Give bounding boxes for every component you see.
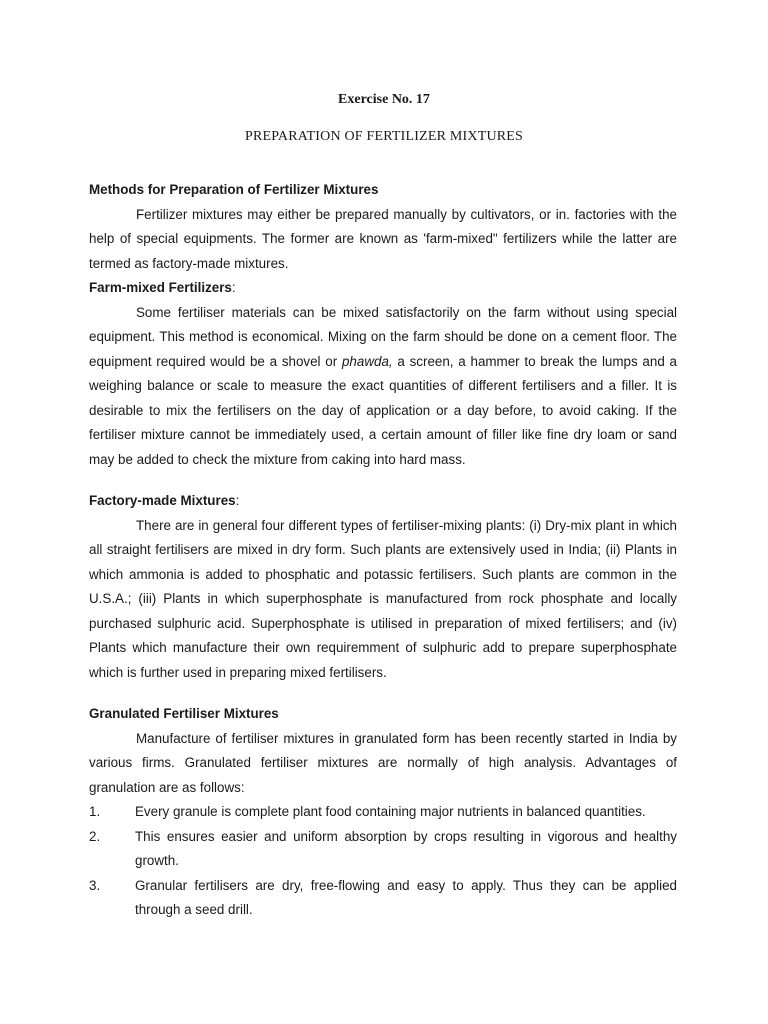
section-heading-farm-mixed-line (89, 276, 677, 301)
paragraph-farm-mixed (89, 301, 677, 473)
section-heading-factory-made-line (89, 489, 677, 514)
list-item-number: 2. (89, 828, 101, 844)
section-heading-methods: Methods for Preparation of Fertilizer Mixtures (89, 182, 379, 197)
list-item-text: Granular fertilisers are dry, free-flowing and easy to apply. Thus they can be applied through a seed drill. (135, 877, 677, 917)
section-factory-made (89, 489, 677, 685)
farm-text-before: Some fertiliser materials can be mixed satisfactorily on the farm without using special equipment. This method is economical. Mixing on the farm should be done on a cement floor. The equipment required would be a shovel or (89, 304, 677, 369)
heading-colon: : (235, 493, 240, 508)
section-heading-farm-mixed: Farm-mixed Fertilizers (89, 280, 232, 295)
section-heading-granulated: Granulated Fertiliser Mixtures (89, 706, 279, 721)
paragraph-factory-made: There are in general four different types of fertiliser-mixing plants: (i) Dry-mix plant in which all straight fertilisers are mixed in dry form. Such plants are extensively used in India; (ii) Plants in which ammonia is added to phosphatic and potassic fertilisers. Such plants are common in the U.S.A.; (iii) Plants in which superphosphate is manufactured from rock phosphate and locally purchased sulphuric acid. Superphosphate is utilised in preparation of mixed fertilisers; and (iv) Plants which manufacture their own requiremment of sulphuric add to prepare superphosphate which is further used in preparing mixed fertilisers. (89, 517, 677, 680)
section-farm-mixed (89, 276, 677, 472)
section-granulated (89, 702, 677, 800)
exercise-number: Exercise No. 17 (338, 92, 430, 107)
list-item (89, 800, 677, 825)
farm-text-after: a screen, a hammer to break the lumps and a weighing balance or scale to measure the exact quantities of different fertilisers and a filler. It is desirable to mix the fertilisers on the day of application or a day before, to avoid caking. If the fertiliser mixture cannot be immediately used, a certain amount of filler like fine dry loam or sand may be added to check the mixture from caking into hard mass. (89, 353, 677, 467)
paragraph-methods: Fertilizer mixtures may either be prepared manually by cultivators, or in. factories with the help of special equipments. The former are known as 'farm-mixed" fertilizers while the latter are termed as factory-made mixtures. (89, 206, 677, 271)
paragraph-granulated: Manufacture of fertiliser mixtures in granulated form has been recently started in India by various firms. Granulated fertiliser mixtures are normally of high analysis. Advantages of granulation are as follows: (89, 730, 677, 795)
section-heading-factory-made: Factory-made Mixtures (89, 493, 236, 508)
list-item-text: This ensures easier and uniform absorption by crops resulting in vigorous and healthy growth. (135, 828, 677, 868)
section-methods (89, 178, 677, 276)
list-item-number: 1. (89, 804, 101, 819)
list-item (89, 874, 677, 923)
advantages-list (89, 800, 677, 923)
list-item-text: Every granule is complete plant food containing major nutrients in balanced quantities. (135, 804, 646, 819)
list-item (89, 825, 677, 874)
page-title: PREPARATION OF FERTILIZER MIXTURES (244, 129, 524, 144)
heading-colon: : (231, 280, 236, 295)
farm-text-italic: phawda, (341, 353, 393, 369)
list-item-number: 3. (89, 877, 101, 893)
